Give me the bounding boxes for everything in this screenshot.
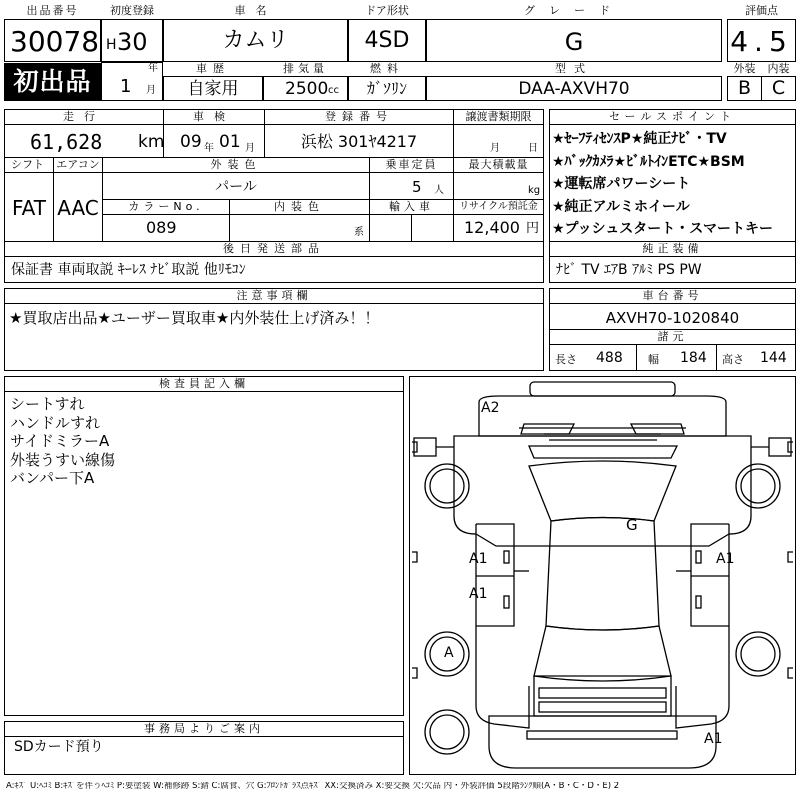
- registration-label: 登録番号: [264, 109, 454, 125]
- score-label: 評価点: [727, 4, 796, 20]
- equipment: ﾅﾋﾞ TV ｴｱB ｱﾙﾐ PS PW: [556, 262, 702, 278]
- car-name: カムリ: [222, 28, 289, 53]
- registration-month: 1: [120, 76, 132, 97]
- transfer-deadline-label: 譲渡書類期限: [453, 109, 544, 125]
- mark-front-right-fender: A1: [716, 551, 735, 567]
- mark-front-left-fender: A1: [469, 551, 488, 567]
- max-load-label: 最大積載量: [453, 157, 544, 173]
- first-listing-badge: 初出品: [4, 63, 101, 101]
- capacity: 5: [412, 178, 422, 196]
- import-cell: [369, 214, 412, 242]
- car-name-label: 車名: [163, 4, 348, 20]
- import-cell-2: [411, 214, 454, 242]
- inspector-label: 検査員記入欄: [4, 376, 404, 392]
- inspector-note-line: ハンドルすれ: [10, 413, 101, 432]
- width-label: 幅: [648, 353, 659, 366]
- length-label: 長さ: [555, 353, 577, 366]
- inspector-note-line: サイドミラーA: [10, 432, 110, 450]
- sales-points-list: [552, 128, 796, 241]
- registration-number: 浜松 301ﾔ4217: [300, 132, 418, 151]
- height: 144: [760, 350, 787, 366]
- notes-label: 注意事項欄: [4, 288, 544, 304]
- height-label: 高さ: [722, 353, 744, 366]
- sales-point-item: ★ﾊﾞｯｸｶﾒﾗ★ﾋﾞﾙﾄｲﾝETC★BSM: [552, 153, 745, 170]
- mileage: 61,628: [30, 130, 103, 154]
- shipping-parts-label: 後日発送部品: [4, 241, 544, 257]
- equipment-label: 純正装備: [549, 241, 796, 257]
- recycle-fee: 12,400: [464, 218, 520, 237]
- notes: ★買取店出品★ユーザー買取車★内外装仕上げ済み！！: [9, 309, 380, 327]
- car-diagram: [409, 376, 796, 775]
- inspection-year: 09: [180, 132, 202, 152]
- mileage-unit: km: [138, 132, 165, 152]
- overall-score: 4.5: [730, 25, 793, 58]
- door-type: 4SD: [364, 28, 410, 53]
- mark-rear-bumper: A1: [704, 731, 723, 747]
- interior-grade: C: [771, 77, 786, 99]
- year-unit: 年: [148, 63, 158, 74]
- aircon-label: エアコン: [53, 157, 103, 173]
- lot-number-label: 出品番号: [4, 4, 101, 20]
- mark-rear-left-door: A1: [469, 586, 488, 602]
- history-label: 車歴: [163, 62, 263, 77]
- color-no: 089: [146, 218, 177, 237]
- fuel-type: ｶﾞｿﾘﾝ: [366, 79, 407, 98]
- displacement-label: 排気量: [263, 62, 348, 77]
- color-no-label: カラーNo.: [102, 199, 230, 215]
- recycle-unit: 円: [526, 221, 540, 236]
- recycle-label: リサイクル預託金: [453, 199, 544, 215]
- exterior-color: パール: [215, 179, 257, 195]
- inspection-month-unit: 月: [245, 143, 255, 154]
- shipping-parts: 保証書 車両取説 ｷｰﾚｽ ﾅﾋﾞ取説 他ﾘﾓｺﾝ: [11, 262, 246, 278]
- capacity-unit: 人: [434, 185, 444, 196]
- lot-number: 30078: [10, 25, 100, 58]
- mark-roof: G: [626, 516, 638, 534]
- capacity-label: 乗車定員: [369, 157, 454, 173]
- model-code: DAA-AXVH70: [518, 79, 630, 99]
- width: 184: [680, 350, 707, 366]
- exterior-color-label: 外装色: [102, 157, 370, 173]
- sales-points-label: セールスポイント: [549, 109, 796, 125]
- inspector-notes: [10, 395, 115, 488]
- inspection-year-unit: 年: [204, 143, 214, 154]
- inspector-note-line: バンパー下A: [10, 469, 95, 487]
- chassis-number: AXVH70-1020840: [605, 309, 740, 327]
- aircon: AAC: [57, 196, 99, 220]
- import-label: 輸入車: [369, 199, 454, 215]
- exterior-grade-label: 外装: [727, 62, 762, 77]
- displacement: 2500: [285, 79, 329, 99]
- inspection-label: 車検: [163, 109, 265, 125]
- mark-front-bumper: A2: [481, 400, 500, 416]
- era-letter: H: [106, 37, 117, 53]
- mileage-label: 走行: [4, 109, 164, 125]
- first-registration-label: 初度登録: [101, 4, 163, 20]
- month-unit: 月: [146, 85, 156, 96]
- transfer-day-unit: 日: [528, 143, 538, 154]
- exterior-grade: B: [737, 77, 752, 99]
- office-label: 事務局よりご案内: [4, 721, 404, 737]
- sales-point-item: ★運転席パワーシート: [552, 176, 691, 193]
- sales-point-item: ★プッシュスタート・スマートキー: [552, 221, 774, 238]
- vehicle-history: 自家用: [187, 79, 239, 99]
- door-label: ドア形状: [348, 4, 426, 20]
- grade-label: グレード: [426, 4, 722, 20]
- registration-year: 30: [117, 28, 148, 56]
- max-load-unit: kg: [528, 185, 541, 196]
- interior-color-cell: [229, 214, 370, 242]
- shift: FAT: [11, 196, 46, 220]
- displacement-unit: cc: [328, 85, 339, 96]
- chassis-label: 車台番号: [549, 288, 796, 304]
- model-label: 型式: [426, 62, 722, 77]
- interior-grade-label: 内装: [761, 62, 796, 77]
- specs-label: 諸元: [549, 329, 796, 345]
- legend: A:ｷｽﾞ U:ﾍｺﾐ B:ｷｽﾞを伴うﾍｺﾐ P:要塗装 W:補修跡 S:錆 C:腐食、穴 G:ﾌﾛﾝﾄｶﾞﾗｽ点ｷｽﾞ XX:交換済み X:要交換 欠:欠品 内・外装評価 5段階ﾗﾝｸ順(A・B・C・D・E) 2: [6, 782, 620, 791]
- office-notes: SDカード預り: [14, 739, 104, 755]
- fuel-label: 燃料: [348, 62, 426, 77]
- mark-left-wheel: A: [444, 645, 454, 661]
- sales-point-item: ★純正アルミホイール: [552, 198, 690, 215]
- sales-point-item: ★ｾｰﾌﾃｨｾﾝｽP★純正ﾅﾋﾞ・TV: [552, 131, 727, 147]
- interior-color-unit: 系: [354, 227, 364, 238]
- inspection-month: 01: [219, 132, 241, 152]
- inspector-note-line: 外装うすい線傷: [10, 450, 116, 469]
- interior-color-label: 内装色: [229, 199, 370, 215]
- transfer-month-unit: 月: [490, 143, 500, 154]
- length: 488: [596, 350, 623, 366]
- inspector-note-line: シートすれ: [10, 395, 85, 413]
- grade: G: [564, 28, 584, 56]
- shift-label: シフト: [4, 157, 54, 173]
